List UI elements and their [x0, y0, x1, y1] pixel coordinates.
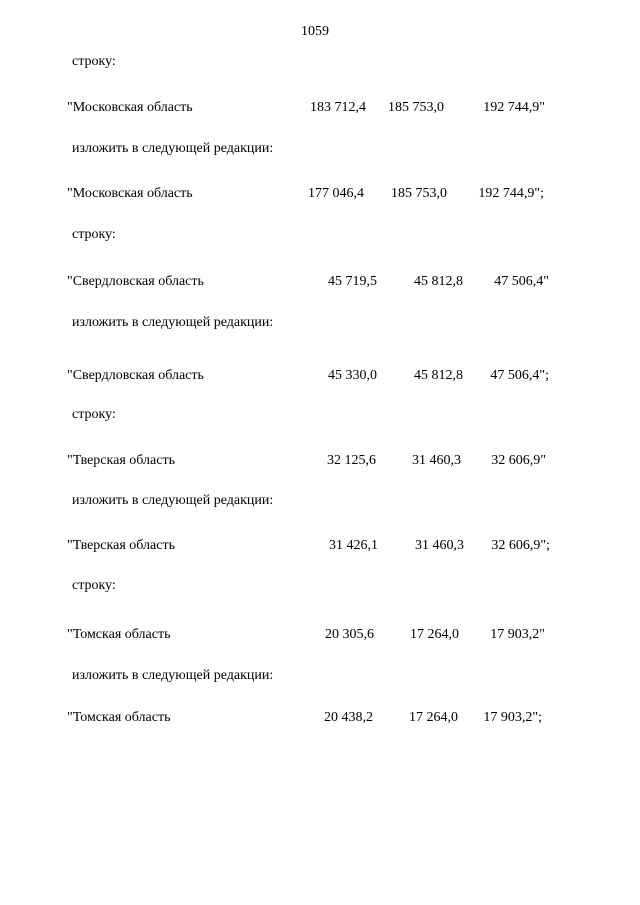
- instruction-text: изложить в следующей редакции:: [72, 668, 274, 683]
- region-name: "Свердловская область: [67, 368, 204, 383]
- region-name: "Свердловская область: [67, 274, 204, 289]
- instruction-text: изложить в следующей редакции:: [72, 315, 274, 330]
- region-name: "Тверская область: [67, 538, 175, 553]
- value-col3: 192 744,9": [483, 100, 545, 115]
- instruction-line: [0, 139, 640, 159]
- value-col3: 17 903,2";: [483, 710, 542, 725]
- region-name: "Томская область: [67, 710, 171, 725]
- table-row: [0, 272, 640, 292]
- instruction-text: изложить в следующей редакции:: [72, 141, 274, 156]
- value-col2: 45 812,8: [414, 274, 463, 289]
- instruction-line: [0, 313, 640, 333]
- instruction-text: строку:: [72, 407, 116, 422]
- table-row: [0, 708, 640, 728]
- table-row: [0, 536, 640, 556]
- value-col1: 20 438,2: [324, 710, 373, 725]
- table-row: [0, 184, 640, 204]
- instruction-text: строку:: [72, 578, 116, 593]
- value-col2: 185 753,0: [388, 100, 444, 115]
- value-col1: 177 046,4: [308, 186, 364, 201]
- instruction-line: [0, 576, 640, 596]
- table-row: [0, 98, 640, 118]
- value-col2: 185 753,0: [391, 186, 447, 201]
- region-name: "Тверская область: [67, 453, 175, 468]
- value-col3: 32 606,9";: [491, 538, 550, 553]
- instruction-text: изложить в следующей редакции:: [72, 493, 274, 508]
- value-col1: 20 305,6: [325, 627, 374, 642]
- value-col1: 45 719,5: [328, 274, 377, 289]
- instruction-text: строку:: [72, 54, 116, 69]
- value-col1: 31 426,1: [329, 538, 378, 553]
- instruction-text: строку:: [72, 227, 116, 242]
- table-row: [0, 625, 640, 645]
- value-col2: 45 812,8: [414, 368, 463, 383]
- value-col1: 183 712,4: [310, 100, 366, 115]
- region-name: "Томская область: [67, 627, 171, 642]
- instruction-line: [0, 52, 640, 72]
- instruction-line: [0, 666, 640, 686]
- page-number: 1059: [301, 24, 329, 39]
- value-col3: 47 506,4": [494, 274, 549, 289]
- table-row: [0, 451, 640, 471]
- value-col2: 31 460,3: [415, 538, 464, 553]
- value-col2: 31 460,3: [412, 453, 461, 468]
- instruction-line: [0, 491, 640, 511]
- value-col3: 32 606,9": [491, 453, 546, 468]
- value-col3: 17 903,2": [490, 627, 545, 642]
- instruction-line: [0, 405, 640, 425]
- value-col1: 45 330,0: [328, 368, 377, 383]
- value-col1: 32 125,6: [327, 453, 376, 468]
- region-name: "Московская область: [67, 100, 193, 115]
- value-col2: 17 264,0: [410, 627, 459, 642]
- value-col3: 192 744,9";: [478, 186, 544, 201]
- table-row: [0, 366, 640, 386]
- instruction-line: [0, 225, 640, 245]
- value-col3: 47 506,4";: [490, 368, 549, 383]
- value-col2: 17 264,0: [409, 710, 458, 725]
- region-name: "Московская область: [67, 186, 193, 201]
